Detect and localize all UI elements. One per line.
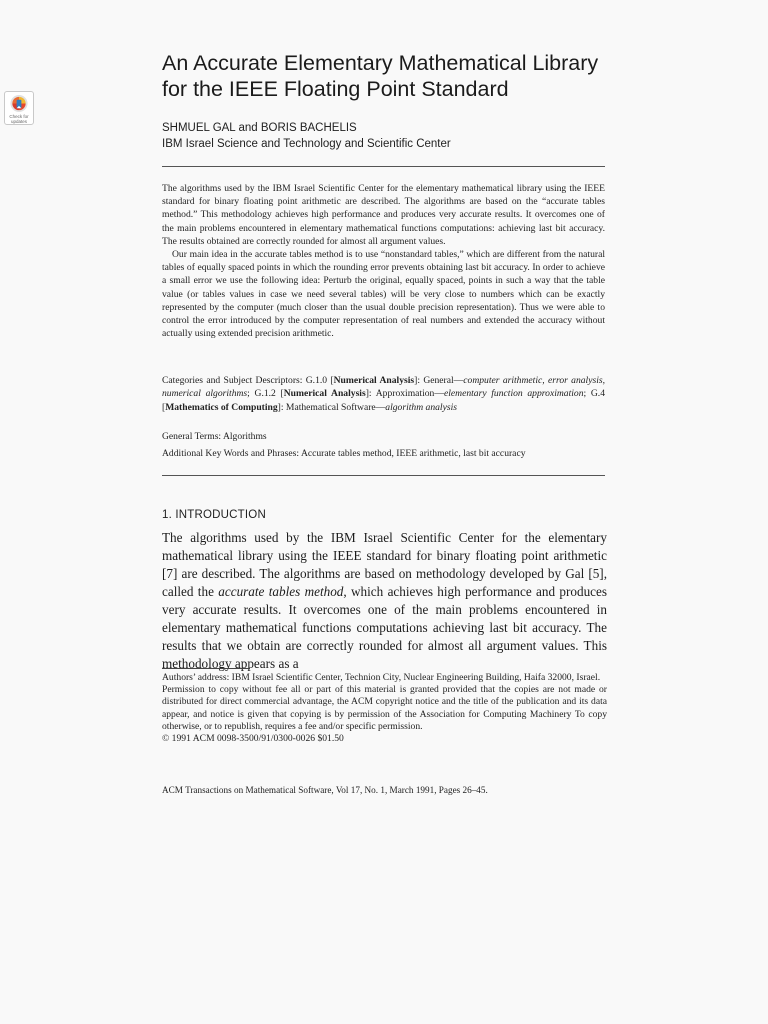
crossmark-icon: [9, 94, 29, 113]
header-rule: [162, 166, 605, 167]
abstract-end-rule: [162, 475, 605, 476]
footnote-address: Authors’ address: IBM Israel Scientific Center, Technion City, Nuclear Engineering Building, Haifa 32000, Israel.: [162, 672, 601, 683]
abstract: [162, 182, 605, 340]
paper-title: [162, 50, 622, 102]
journal-citation: ACM Transactions on Mathematical Software, Vol 17, No. 1, March 1991, Pages 26–45.: [162, 785, 488, 795]
footnote-permission: Permission to copy without fee all or part of this material is granted provided that the copies are not made or distributed for direct commercial advantage, the ACM copyright notice and the title of the publication and its data appear, and notice is given that copying is by permission of the Association for Computing Machinery To copy otherwise, or to republish, requires a fee and/or specific permission.: [162, 684, 607, 732]
introduction-paragraph: [162, 529, 607, 673]
categories-text: ; G.1.2 [: [247, 388, 284, 400]
categories-text: ; G.4 [: [162, 388, 606, 413]
check-for-updates-badge[interactable]: [4, 91, 34, 125]
intro-text: , which achieves high performance and produces very accurate results. It overcomes one of the main problems encountered in elementary mathematical functions computations achieving last bit accuracy. The results that we obtain are correctly rounded for almost all argument values. This methodology appears as a: [162, 584, 608, 671]
badge-label: Check for updates: [9, 114, 29, 124]
section-heading: 1. INTRODUCTION: [162, 509, 266, 521]
categories-text: Categories and Subject Descriptors: G.1.0 [: [162, 375, 334, 386]
general-terms: General Terms: Algorithms: [162, 431, 267, 442]
footnote-copyright: © 1991 ACM 0098-3500/91/0300-0026 $01.50: [162, 733, 344, 745]
author-block: [162, 120, 451, 152]
categories-text: ]: Approximation—: [365, 388, 444, 400]
title-line-1: An Accurate Elementary Mathematical Library: [162, 51, 599, 75]
category-name: Numerical Analysis: [333, 375, 415, 386]
intro-text: The algorithms used by the IBM Israel Scientific Center for the elementary mathematical library using the IEEE standard for binary floating point arithmetic [7] are described. The algorithms are based on methodology developed by Gal [5], called the: [162, 530, 607, 599]
abstract-paragraph-2: Our main idea in the accurate tables method is to use “nonstandard tables,” which are different from the natural tables of equally spaced points in which the rounding error prevents obtaining last bit accuracy. In order to achieve a small error we use the following idea: Perturb the original, equally spaced, points in such a way that the table value (or tables values in case we need several tables) will be very close to numbers which can be exactly represented by the computer (much closer than the usual double precision representation). Thus we were able to control the error introduced by the computer representation of real numbers and extended the accuracy without actually using extended precision arithmetic.: [162, 249, 605, 340]
author-affiliation: IBM Israel Science and Technology and Scientific Center: [162, 138, 451, 150]
categories-italic: computer arithmetic, error analysis, numerical algorithms: [162, 375, 605, 400]
footnotes: [162, 672, 607, 745]
title-line-2: for the IEEE Floating Point Standard: [162, 77, 509, 101]
categories-italic: algorithm analysis: [385, 401, 457, 413]
categories-text: ]: Mathematical Software—: [277, 401, 386, 413]
abstract-paragraph-1: The algorithms used by the IBM Israel Scientific Center for the elementary mathematical library using the IEEE standard for binary floating point arithmetic are described. The algorithms are based on the “accurate tables method.” This methodology achieves high performance and produces very accurate results. It overcomes one of the main problems encountered in elementary mathematical functions computations: achieving last bit accuracy. The results obtained are correctly rounded for almost all argument values.: [162, 183, 605, 247]
footnote-rule: [162, 668, 250, 669]
keywords: Additional Key Words and Phrases: Accurate tables method, IEEE arithmetic, last bit accuracy: [162, 448, 526, 459]
intro-emphasis: accurate tables method: [218, 584, 344, 599]
categories-text: ]: General—: [414, 375, 464, 386]
category-name: Numerical Analysis: [283, 388, 366, 400]
categories-descriptors: [162, 374, 605, 414]
author-names: SHMUEL GAL and BORIS BACHELIS: [162, 122, 357, 134]
categories-italic: elementary function approximation: [443, 388, 584, 400]
category-name: Mathematics of Computing: [165, 401, 278, 413]
